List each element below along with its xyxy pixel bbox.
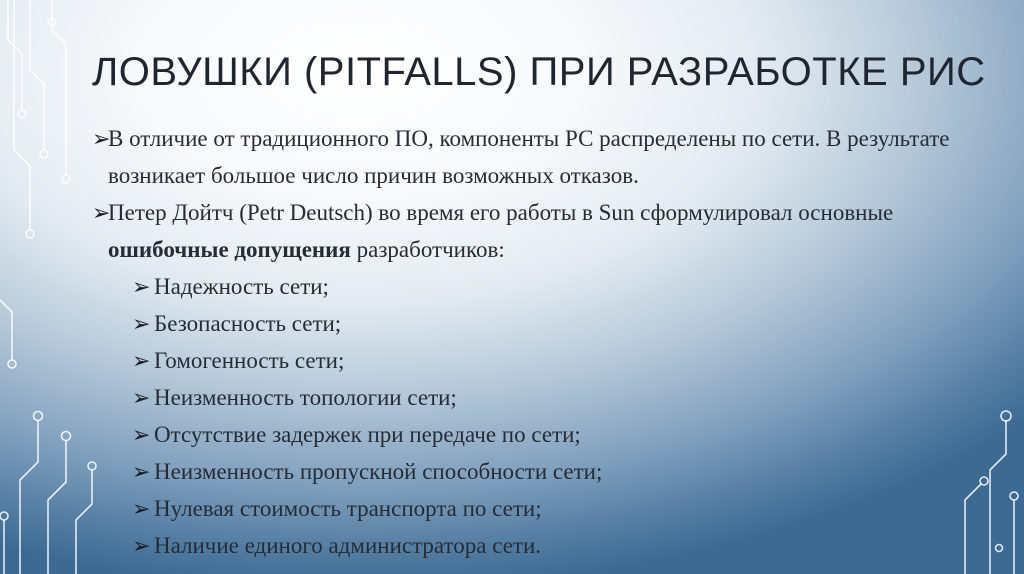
- arrow-bullet-icon: ➢: [132, 348, 151, 373]
- sub-bullet-text: Наличие единого администратора сети.: [154, 533, 542, 558]
- bullet-text: В отличие от традиционного ПО, компоненты РС распределены по сети. В результате возникает большое число причин возможных отказов.: [108, 126, 950, 188]
- sub-bullet-item: [92, 527, 952, 564]
- arrow-bullet-icon: ➢: [132, 496, 151, 521]
- sub-bullet-item: [92, 490, 952, 527]
- bullet-item: [92, 194, 952, 268]
- arrow-bullet-icon: ➢: [132, 274, 151, 299]
- arrow-bullet-icon: ➢: [132, 311, 151, 336]
- arrow-bullet-icon: ➢: [132, 533, 151, 558]
- arrow-bullet-icon: ➢: [132, 422, 151, 447]
- slide-title: ЛОВУШКИ (PITFALLS) ПРИ РАЗРАБОТКЕ РИС: [92, 50, 986, 94]
- sub-bullet-text: Надежность сети;: [154, 274, 329, 299]
- sub-bullet-item: [92, 305, 952, 342]
- sub-bullet-item: [92, 342, 952, 379]
- bullet-text: Петер Дойтч (Petr Deutsch) во время его работы в Sun сформулировал основные: [108, 200, 894, 225]
- sub-bullet-text: Отсутствие задержек при передаче по сети;: [154, 422, 581, 447]
- arrow-bullet-icon: ➢: [132, 385, 151, 410]
- bullet-item: [92, 120, 952, 194]
- arrow-bullet-icon: ➢: [92, 126, 111, 151]
- sub-bullet-text: Неизменность пропускной способности сети;: [154, 459, 603, 484]
- sub-bullet-text: Безопасность сети;: [154, 311, 342, 336]
- arrow-bullet-icon: ➢: [132, 459, 151, 484]
- sub-bullet-text: Нулевая стоимость транспорта по сети;: [154, 496, 542, 521]
- sub-bullet-item: [92, 416, 952, 453]
- arrow-bullet-icon: ➢: [92, 200, 111, 225]
- sub-bullet-text: Неизменность топологии сети;: [154, 385, 457, 410]
- sub-bullet-item: [92, 268, 952, 305]
- slide-content: [92, 120, 952, 564]
- bullet-text-tail: разработчиков:: [350, 237, 505, 262]
- sub-bullet-item: [92, 379, 952, 416]
- sub-bullet-item: [92, 453, 952, 490]
- bullet-bold-text: ошибочные допущения: [108, 237, 351, 262]
- sub-bullet-text: Гомогенность сети;: [154, 348, 345, 373]
